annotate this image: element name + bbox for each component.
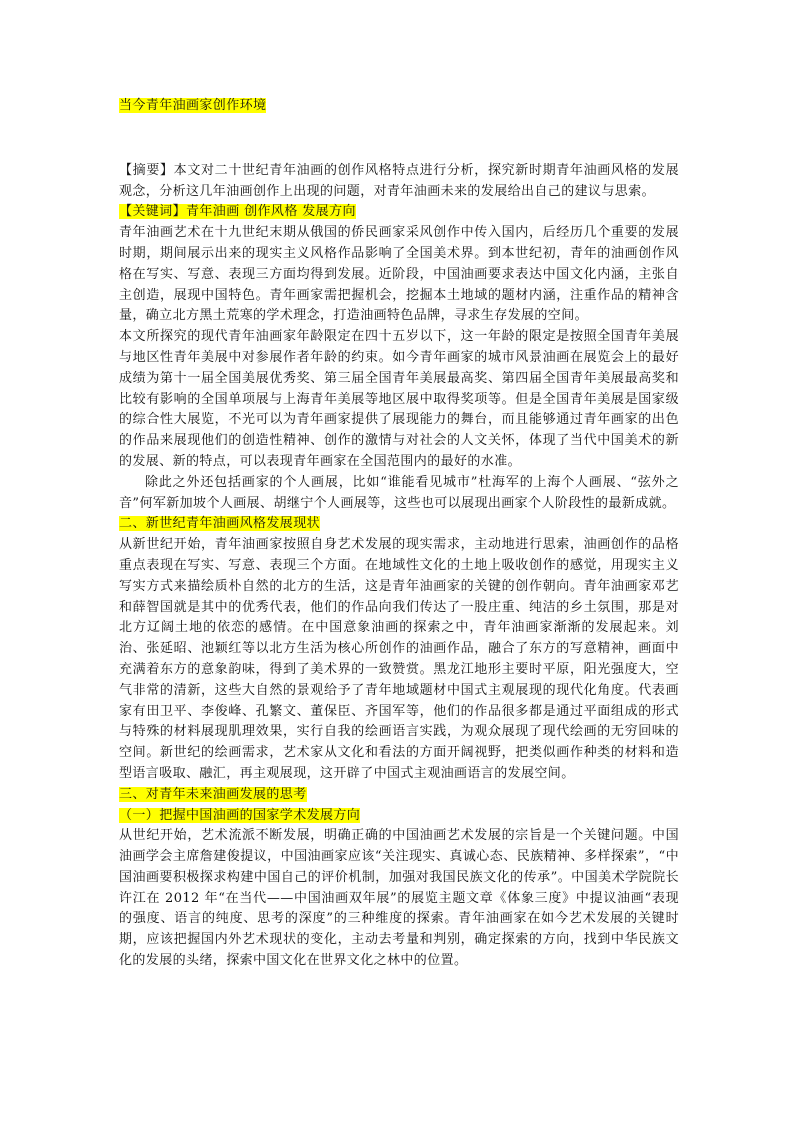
section-3-subheading-highlight: （一）把握中国油画的国家学术发展方向 (119, 807, 361, 823)
keywords-line (119, 202, 679, 223)
intro-paragraph-2: 本文所探究的现代青年油画家年龄限定在四十五岁以下，这一年龄的限定是按照全国青年美展与地区性青年美展中对参展作者年龄的约束。如今青年画家的城市风景油画在展览会上的最好成绩为第十一届全国美展优秀奖、第三届全国青年美展最高奖、第四届全国青年美展最高奖和比较有影响的全国单项展与上海青年美展等地区展中取得奖项等。但是全国青年美展是国家级的综合性大展览，不光可以为青年画家提供了展现能力的舞台，而且能够通过青年画家的出色的作品来展现他们的创造性精神、创作的激情与对社会的人文关怀，体现了当代中国美术的新的发展、新的特点，可以表现青年画家在全国范围内的最好的水准。 (119, 329, 679, 469)
intro-paragraph-1: 青年油画艺术在十九世纪末期从俄国的侨民画家采风创作中传入国内，后经历几个重要的发展时期，期间展示出来的现实主义风格作品影响了全国美术界。到本世纪初，青年的油画创作风格在写实、写意、表现三方面均得到发展。近阶段，中国油画要求表达中国文化内涵，主张自主创造，展现中国特色。青年画家需把握机会，挖掘本土地域的题材内涵，注重作品的精神含量，确立北方黑土荒寒的学术理念，打造油画特色品牌，寻求生存发展的空间。 (119, 225, 679, 324)
section-2-heading-highlight: 二、新世纪青年油画风格发展现状 (119, 516, 321, 532)
section-2-heading (119, 514, 679, 535)
document-title (119, 96, 679, 117)
section-3-heading (119, 785, 679, 806)
section-3-heading-highlight: 三、对青年未来油画发展的思考 (119, 786, 307, 802)
section-2-paragraph-1: 从新世纪开始，青年油画家按照自身艺术发展的现实需求，主动地进行思索，油画创作的品格重点表现在写实、写意、表现三个方面。在地域性文化的土地上吸收创作的感觉，用现实主义写实方式来描绘质朴自然的北方的生活，这是青年油画家的关键的创作朝向。青年油画家邓艺和薛智国就是其中的优秀代表，他们的作品向我们传达了一股庄重、纯洁的乡土氛围，那是对北方辽阔土地的依恋的感情。在中国意象油画的探索之中，青年油画家渐渐的发展起来。刘治、张延昭、池颖红等以北方生活为核心所创作的油画作品，融合了东方的写意精神，画面中充满着东方的意象韵味，得到了美术界的一致赞赏。黑龙江地形主要时平原，阳光强度大，空气非常的清新，这些大自然的景观给予了青年地域题材中国式主观展现的现代化角度。代表画家有田卫平、李俊峰、孔繁文、董保臣、齐国军等，他们的作品很多都是通过平面组成的形式与特殊的材料展现肌理效果，实行自我的绘画语言实践，为观众展现了现代绘画的无穷回味的空间。新世纪的绘画需求，艺术家从文化和看法的方面开阔视野，把类似画作种类的材料和造型语言吸取、融汇，再主观展现，这开辟了中国式主观油画语言的发展空间。 (119, 537, 679, 781)
abstract-paragraph: 【摘要】本文对二十世纪青年油画的创作风格特点进行分析，探究新时期青年油画风格的发展观念，分析这几年油画创作上出现的问题，对青年油画未来的发展给出自己的建议与思索。 (119, 162, 679, 199)
document-body (119, 96, 679, 972)
section-3-subheading-1 (119, 806, 679, 827)
section-3-paragraph-1: 从世纪开始，艺术流派不断发展，明确正确的中国油画艺术发展的宗旨是一个关键问题。中国油画学会主席詹建俊提议，中国油画家应该“关注现实、真诚心态、民族精神、多样探索”，“中国油画要积极探求构建中国自己的评价机制，加强对我国民族文化的传承”。中国美术学院院长许江在 2012 年“在当代——中国油画双年展”的展览主题文章《体象三度》中提议油画“表现的强度、语言的纯度、思考的深度”的三种维度的探索。青年油画家在如今艺术发展的关键时期，应该把握国内外艺术现状的变化，主动去考量和判别，确定探索的方向，找到中华民族文化的发展的头绪，探索中国文化在世界文化之林中的位置。 (119, 828, 679, 969)
title-highlight: 当今青年油画家创作环境 (119, 98, 267, 113)
keywords-highlight: 【关键词】青年油画 创作风格 发展方向 (119, 204, 356, 220)
intro-paragraph-3: 除此之外还包括画家的个人画展，比如“谁能看见城市”杜海军的上海个人画展、“弦外之音”何军新加坡个人画展、胡继宁个人画展等，这些也可以展现出画家个人阶段性的最新成就。 (119, 474, 679, 511)
